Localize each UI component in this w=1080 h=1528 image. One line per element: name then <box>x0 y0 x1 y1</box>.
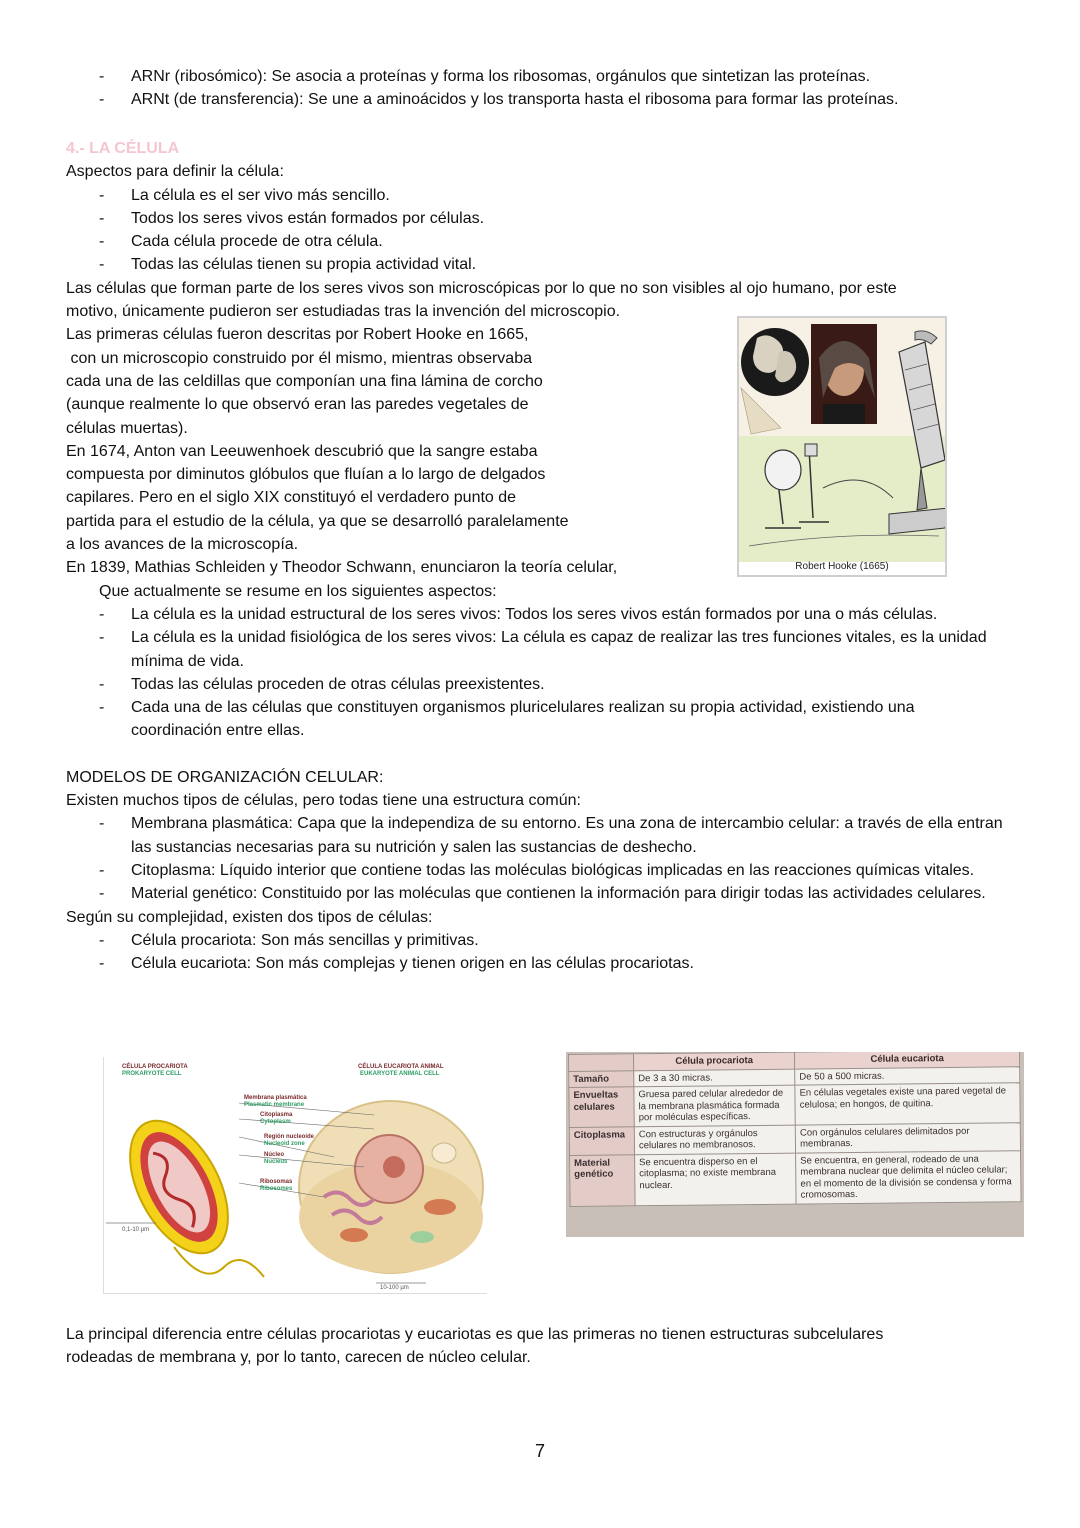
list-item: - Membrana plasmática: Capa que la independiza de su entorno. Es una zona de intercambio celular: a través de ella entran las sustancias necesarias para su nutrición y salen las sustancias de deshecho. <box>66 812 1006 859</box>
paragraph-line: Las primeras células fueron descritas por Robert Hooke en 1665, <box>66 326 529 344</box>
cell-illustration <box>104 1057 487 1293</box>
list-item: - Citoplasma: Líquido interior que contiene todas las moléculas biológicas implicadas en las reacciones químicas vitales. <box>66 859 1006 882</box>
label-nucleoid-en: Nucleoid zone <box>264 1141 305 1147</box>
list-item: - Material genético: Constituido por las moléculas que contienen la información para dirigir todas las actividades celulares. <box>66 882 1006 905</box>
list-item: - ARNt (de transferencia): Se une a aminoácidos y los transporta hasta el ribosoma para formar las proteínas. <box>66 88 1006 111</box>
label-membrane-en: Plasmatic membrane <box>244 1102 305 1108</box>
list-item: - La célula es la unidad fisiológica de los seres vivos: La célula es capaz de realizar las tres funciones vitales, es la unidad mínima de vida. <box>66 626 1006 673</box>
table-cell: De 3 a 30 micras. <box>634 1069 795 1087</box>
list-item: - ARNr (ribosómico): Se asocia a proteínas y forma los ribosomas, orgánulos que sintetizan las proteínas. <box>66 65 1006 88</box>
label-membrane: Membrana plasmática <box>244 1095 307 1101</box>
list-item: - Todas las células proceden de otras células preexistentes. <box>66 673 1006 696</box>
paragraph-line: rodeadas de membrana y, por lo tanto, carecen de núcleo celular. <box>66 1349 531 1367</box>
eukaryote-scale: 10-100 µm <box>380 1285 409 1291</box>
paragraph-line: La principal diferencia entre células procariotas y eucariotas es que las primeras no tienen estructuras subcelulares <box>66 1326 884 1343</box>
list-item: - Todos los seres vivos están formados por células. <box>66 207 1006 230</box>
theory-intro: Que actualmente se resume en los siguientes aspectos: <box>99 582 497 600</box>
paragraph-line: células muertas). <box>66 419 188 437</box>
list-item: - La célula es la unidad estructural de los seres vivos: Todos los seres vivos están formados por una o más células. <box>66 603 1006 626</box>
table-cell: Con estructuras y orgánulos celulares no membranosos. <box>634 1125 795 1155</box>
eukaryote-title: CÉLULA EUCARIOTA ANIMAL <box>358 1064 444 1070</box>
label-cytoplasm-en: Cytoplasm <box>260 1119 291 1125</box>
prokaryote-title-en: PROKARYOTE CELL <box>122 1071 182 1077</box>
prokaryote-title: CÉLULA PROCARIOTA <box>122 1064 188 1070</box>
label-ribosomes: Ribosomas <box>260 1179 293 1185</box>
label-nucleus: Núcleo <box>264 1152 285 1158</box>
table-row-label: Citoplasma <box>569 1126 634 1155</box>
table-cell: Se encuentra disperso en el citoplasma; no existe membrana nuclear. <box>635 1153 797 1206</box>
table-row <box>569 1083 1020 1127</box>
page-number: 7 <box>534 1441 545 1461</box>
label-nucleus-en: Nucleus <box>264 1159 288 1165</box>
table-cell: En células vegetales existe una pared vegetal de celulosa; en hongos, de quitina. <box>795 1083 1020 1125</box>
table-cell: Gruesa pared celular alrededor de la membrana plasmática formada por moléculas específicas. <box>634 1085 796 1126</box>
rna-list <box>66 65 1006 112</box>
paragraph-line: motivo, únicamente pudieron ser estudiadas tras la invención del microscopio. <box>66 303 621 321</box>
history-paragraph <box>66 323 646 579</box>
paragraph-line: En 1674, Anton van Leeuwenhoek descubrió que la sangre estaba <box>66 442 538 460</box>
table-header-cell: Célula eucariota <box>795 1052 1020 1069</box>
conclusion-paragraph <box>66 1323 1006 1370</box>
paragraph-line: cada una de las celdillas que componían una fina lámina de corcho <box>66 372 543 390</box>
list-item: - La célula es el ser vivo más sencillo. <box>66 184 1006 207</box>
paragraph-line: partida para el estudio de la célula, ya que se desarrolló paralelamente <box>66 512 569 530</box>
aspects-intro: Aspectos para definir la célula: <box>66 163 284 181</box>
paragraph-line: En 1839, Mathias Schleiden y Theodor Schwann, enunciaron la teoría celular, <box>66 559 618 577</box>
table-row-label: Tamaño <box>569 1070 634 1087</box>
comparison-table <box>568 1052 1022 1206</box>
paragraph-line: con un microscopio construido por él mismo, mientras observaba <box>66 349 532 367</box>
hooke-caption: Robert Hooke (1665) <box>795 561 889 572</box>
list-item: - Todas las células tienen su propia actividad vital. <box>66 253 1006 276</box>
paragraph-line: capilares. Pero en el siglo XIX constituyó el verdadero punto de <box>66 489 517 507</box>
comparison-table-photo <box>566 1052 1024 1237</box>
table-row-label: Envueltas celulares <box>569 1087 634 1127</box>
label-nucleoid: Región nucleoide <box>264 1134 315 1140</box>
list-item: - Cada una de las células que constituyen organismos pluricelulares realizan su propia actividad, existiendo una coordinación entre ellas. <box>66 696 1006 743</box>
models-heading: MODELOS DE ORGANIZACIÓN CELULAR: <box>66 768 384 786</box>
types-intro: Según su complejidad, existen dos tipos de células: <box>66 908 433 926</box>
label-cytoplasm: Citoplasma <box>260 1112 293 1118</box>
paragraph-line: a los avances de la microscopía. <box>66 536 299 554</box>
table-cell: De 50 a 500 micras. <box>795 1066 1020 1085</box>
prokaryote-scale: 0,1-10 µm <box>122 1227 150 1233</box>
table-row <box>570 1150 1022 1206</box>
paragraph-line: (aunque realmente lo que observó eran las paredes vegetales de <box>66 396 529 414</box>
models-intro: Existen muchos tipos de células, pero todas tiene una estructura común: <box>66 792 581 810</box>
label-ribosomes-en: Ribosomes <box>260 1186 293 1192</box>
eukaryote-title-en: EUKARYOTE ANIMAL CELL <box>360 1071 440 1077</box>
table-cell: Con orgánulos celulares delimitados por membranas. <box>795 1122 1020 1152</box>
cell-types-diagram <box>103 1057 487 1294</box>
paragraph-line: Las células que forman parte de los seres vivos son microscópicas por lo que no son visibles al ojo humano, por este <box>66 279 897 297</box>
list-item: - Cada célula procede de otra célula. <box>66 230 1006 253</box>
list-item: - Célula eucariota: Son más complejas y tienen origen en las células procariotas. <box>66 952 1006 975</box>
table-header-cell <box>569 1054 634 1071</box>
hooke-illustration <box>739 318 945 562</box>
section-heading: 4.- LA CÉLULA <box>66 140 180 157</box>
table-cell: Se encuentra, en general, rodeado de una membrana nuclear que delimita el núcleo celular; en el momento de la división se condensa y forma cromosomas. <box>796 1150 1021 1203</box>
table-row-label: Material genético <box>570 1154 636 1206</box>
table-header-cell: Célula procariota <box>634 1052 795 1070</box>
list-item: - Célula procariota: Son más sencillas y primitivas. <box>66 929 1006 952</box>
paragraph-line: compuesta por diminutos glóbulos que fluían a lo largo de delgados <box>66 466 546 484</box>
robert-hooke-figure <box>737 316 947 577</box>
